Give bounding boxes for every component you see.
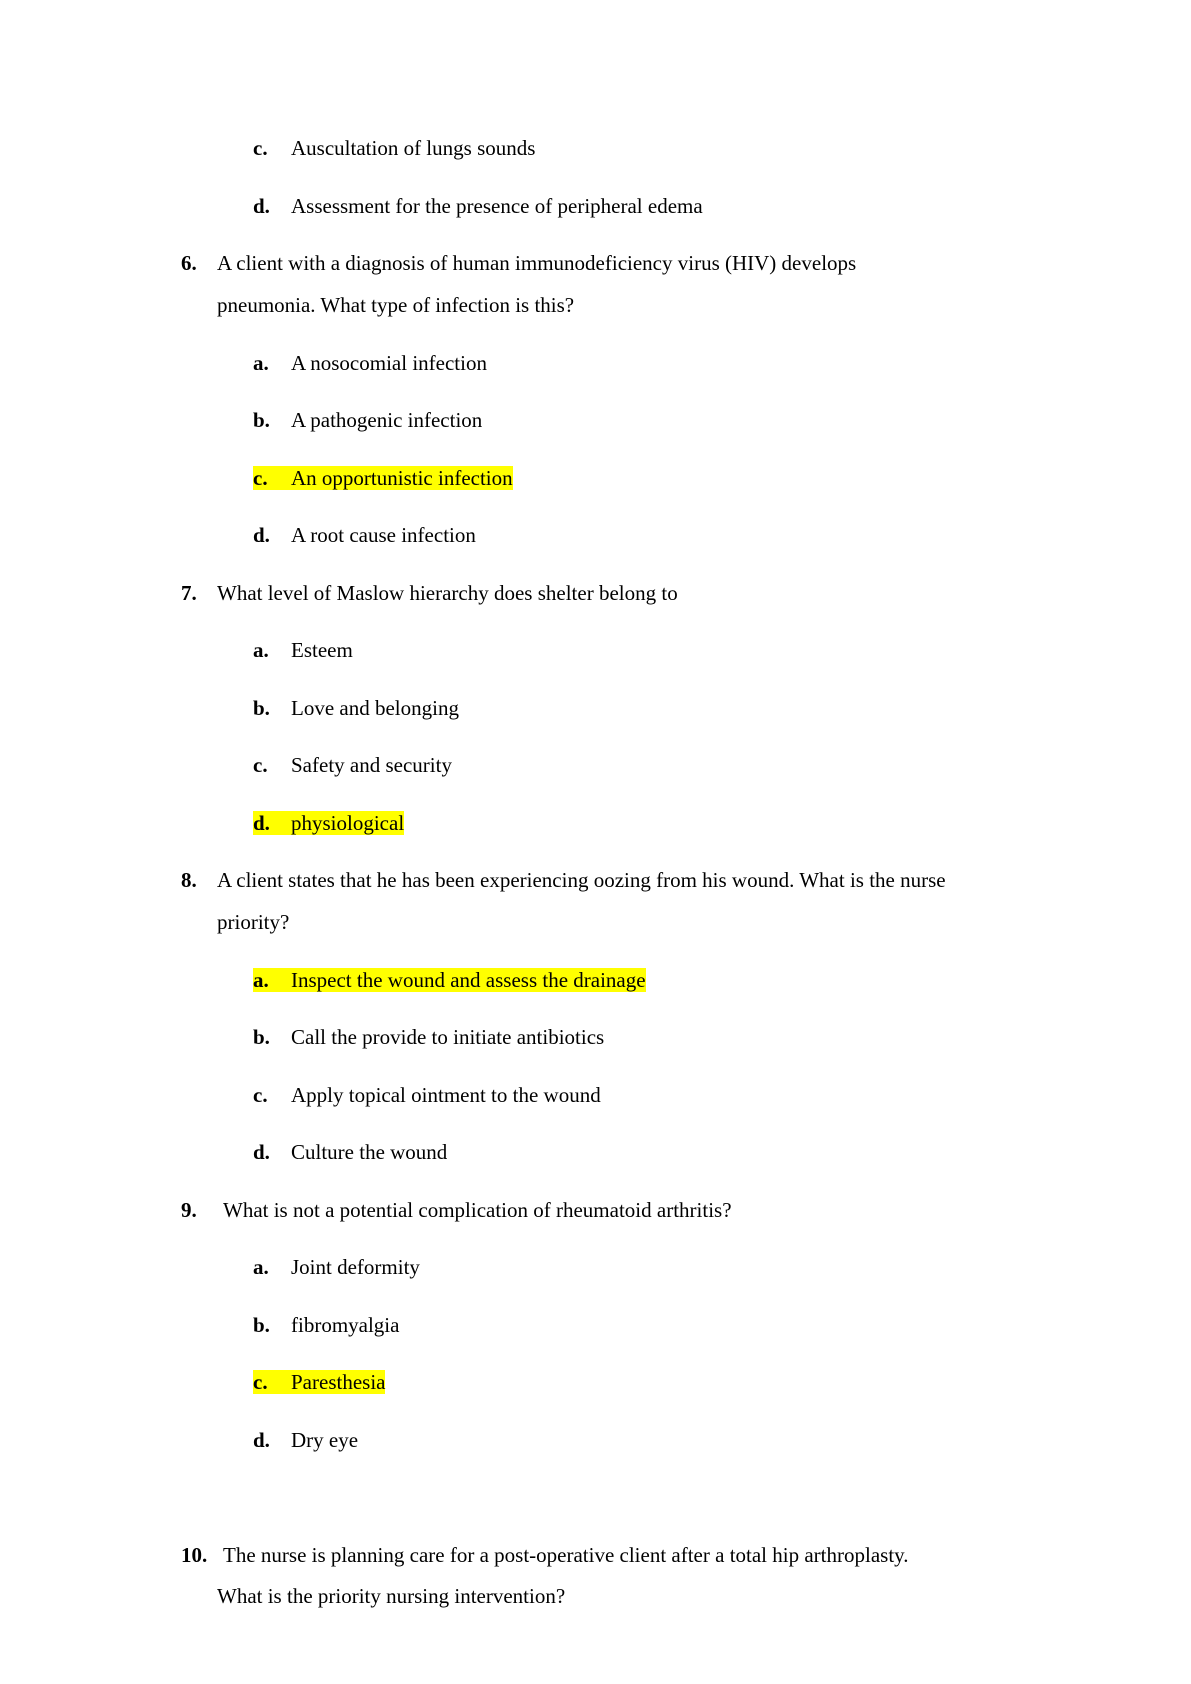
question-text: pneumonia. What type of infection is this?	[217, 293, 575, 317]
option-text: Dry eye	[291, 1428, 359, 1452]
option-label: d.	[253, 1428, 270, 1452]
option-label: b.	[253, 1025, 270, 1049]
question-number: 9.	[181, 1198, 197, 1222]
question-6-continued	[217, 292, 574, 318]
q6-option-b	[253, 407, 482, 433]
question-number: 6.	[181, 251, 197, 275]
option-text: Joint deformity	[291, 1255, 420, 1279]
option-text: fibromyalgia	[291, 1313, 400, 1337]
q8-option-d	[253, 1139, 447, 1165]
question-10-continued	[217, 1583, 565, 1609]
option-label: a.	[253, 1255, 269, 1279]
option-text: physiological	[291, 811, 405, 835]
option-text: Love and belonging	[291, 696, 459, 720]
option-text: Inspect the wound and assess the drainage	[291, 968, 646, 992]
q7-option-b	[253, 695, 459, 721]
question-number: 7.	[181, 581, 197, 605]
option-text: Assessment for the presence of peripheral edema	[291, 194, 703, 218]
question-8-continued	[217, 909, 289, 935]
q8-option-b	[253, 1024, 604, 1050]
question-text: A client states that he has been experiencing oozing from his wound. What is the nurse	[217, 868, 946, 892]
option-text: A root cause infection	[291, 523, 476, 547]
q9-option-a	[253, 1254, 420, 1280]
option-label: c.	[253, 1083, 268, 1107]
option-label: c.	[253, 753, 268, 777]
question-text: The nurse is planning care for a post-operative client after a total hip arthroplasty.	[223, 1543, 909, 1567]
q6-option-c	[253, 465, 513, 491]
option-label: b.	[253, 696, 270, 720]
question-6	[181, 250, 856, 276]
q7-option-d	[253, 810, 404, 836]
option-text: Paresthesia	[291, 1370, 386, 1394]
option-text: Culture the wound	[291, 1140, 448, 1164]
question-text: What level of Maslow hierarchy does shelter belong to	[217, 581, 678, 605]
option-text: Auscultation of lungs sounds	[291, 136, 536, 160]
option-label: d.	[253, 523, 270, 547]
answer-highlight	[253, 466, 513, 490]
option-label: b.	[253, 1313, 270, 1337]
q5-option-c	[253, 135, 535, 161]
option-label: c.	[253, 1370, 268, 1394]
option-label: d.	[253, 811, 270, 835]
option-label: d.	[253, 194, 270, 218]
q6-option-d	[253, 522, 476, 548]
option-label: a.	[253, 638, 269, 662]
q7-option-c	[253, 752, 452, 778]
option-label: c.	[253, 136, 268, 160]
option-text: Esteem	[291, 638, 353, 662]
option-label: a.	[253, 351, 269, 375]
option-text: A pathogenic infection	[291, 408, 483, 432]
question-10	[181, 1542, 909, 1568]
option-label: c.	[253, 466, 268, 490]
option-text: Safety and security	[291, 753, 452, 777]
q9-option-c	[253, 1369, 385, 1395]
question-number: 8.	[181, 868, 197, 892]
option-text: An opportunistic infection	[291, 466, 513, 490]
question-text: What is the priority nursing intervention?	[217, 1584, 566, 1608]
option-text: Call the provide to initiate antibiotics	[291, 1025, 605, 1049]
question-number: 10.	[181, 1543, 208, 1567]
q7-option-a	[253, 637, 353, 663]
q6-option-a	[253, 350, 487, 376]
q8-option-a	[253, 967, 646, 993]
question-8	[181, 867, 946, 893]
question-7	[181, 580, 678, 606]
q9-option-d	[253, 1427, 358, 1453]
answer-highlight	[253, 811, 404, 835]
option-label: a.	[253, 968, 269, 992]
option-text: A nosocomial infection	[291, 351, 487, 375]
question-text: A client with a diagnosis of human immunodeficiency virus (HIV) develops	[217, 251, 857, 275]
question-text: What is not a potential complication of rheumatoid arthritis?	[223, 1198, 732, 1222]
question-9	[181, 1197, 732, 1223]
option-label: d.	[253, 1140, 270, 1164]
option-text: Apply topical ointment to the wound	[291, 1083, 601, 1107]
answer-highlight	[253, 1370, 385, 1394]
q5-option-d	[253, 193, 703, 219]
question-text: priority?	[217, 910, 290, 934]
q8-option-c	[253, 1082, 601, 1108]
option-label: b.	[253, 408, 270, 432]
q9-option-b	[253, 1312, 399, 1338]
answer-highlight	[253, 968, 646, 992]
